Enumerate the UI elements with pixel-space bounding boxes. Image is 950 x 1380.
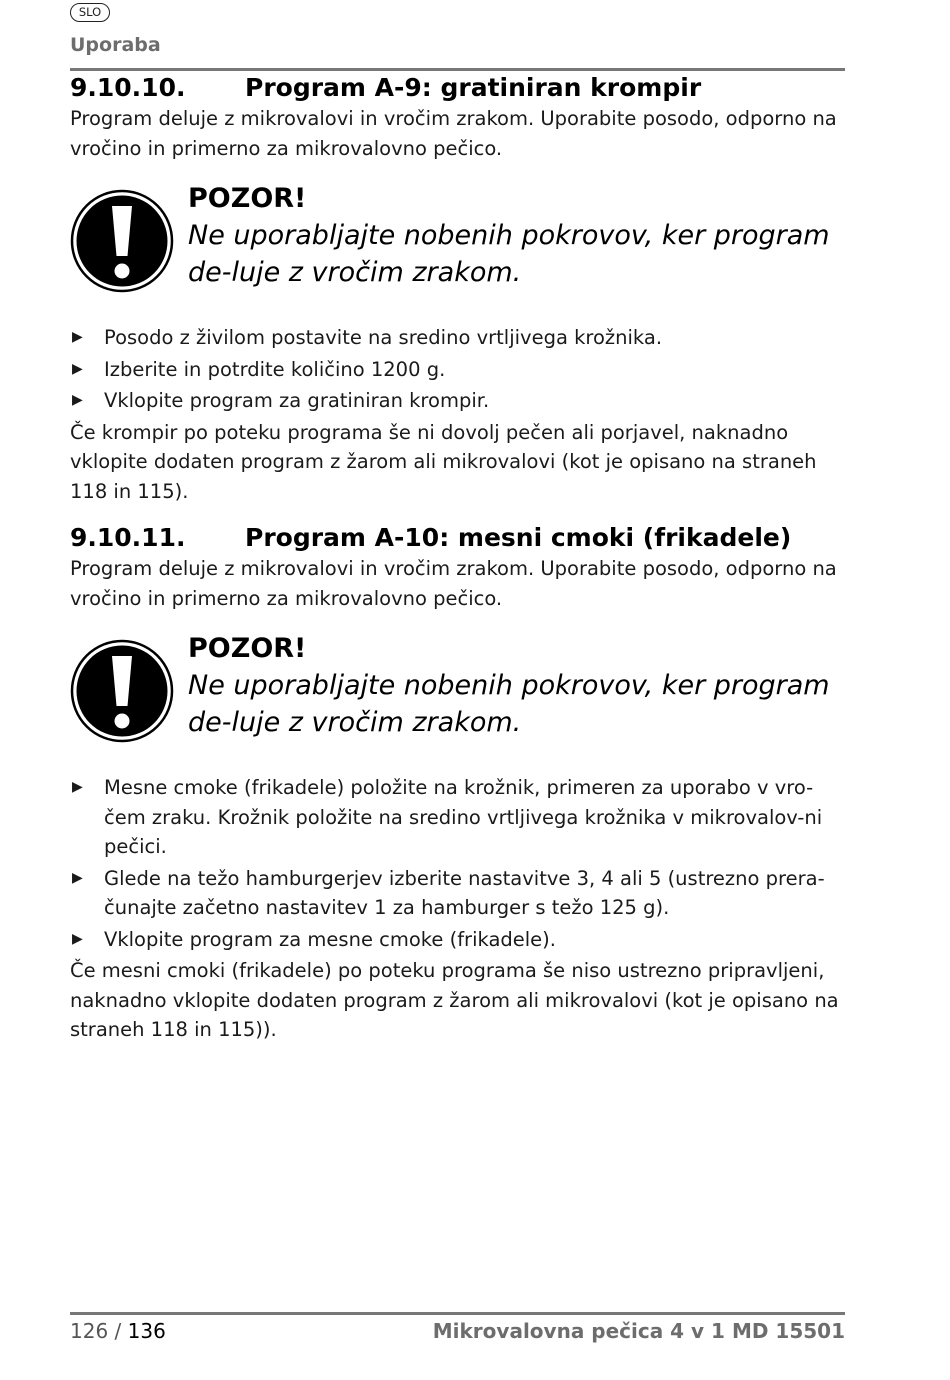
page-footer — [70, 1318, 845, 1344]
step-text: Vklopite program za mesne cmoke (frikadele). — [104, 927, 556, 951]
triangle-right-icon: ▶ — [72, 329, 83, 345]
list-item — [70, 925, 845, 955]
warning-title: POZOR! — [188, 633, 307, 664]
warning-title: POZOR! — [188, 183, 307, 214]
list-item — [70, 323, 845, 353]
section-note: Če mesni cmoki (frikadele) po poteku programa še niso ustrezno pripravljeni, naknadno vklopite dodaten program z žarom ali mikrovalovi (kot je opisano na straneh 118 in 115)). — [70, 959, 839, 1041]
page-total: 136 — [127, 1319, 166, 1343]
section-number: 9.10.10. — [70, 73, 186, 102]
list-item — [70, 864, 845, 923]
warning-text: Ne uporabljajte nobenih pokrovov, ker program de-luje z vročim zrakom. — [188, 220, 830, 288]
triangle-right-icon: ▶ — [72, 869, 83, 886]
triangle-right-icon: ▶ — [72, 930, 83, 947]
page-number — [70, 1318, 166, 1344]
warning-box — [70, 181, 845, 293]
triangle-right-icon: ▶ — [72, 779, 83, 795]
warning-text: Ne uporabljajte nobenih pokrovov, ker program de-luje z vročim zrakom. — [188, 670, 830, 738]
step-list — [70, 323, 845, 416]
section-heading-a9 — [70, 72, 845, 104]
page-current: 126 — [70, 1319, 109, 1343]
step-text: Izberite in potrdite količino 1200 g. — [104, 357, 446, 381]
section-note: Če krompir po poteku programa še ni dovolj pečen ali porjavel, naknadno vklopite dodaten program z žarom ali mikrovalovi (kot je opisano na straneh 118 in 115). — [70, 420, 817, 503]
section-title: Program A-10: mesni cmoki (frikadele) — [245, 523, 792, 552]
step-text: Glede na težo hamburgerjev izberite nastavitve 3, 4 ali 5 (ustrezno prera-čunajte začetno nastavitev 1 za hamburger s težo 125 g). — [104, 866, 825, 919]
section-label: Uporaba — [70, 34, 161, 56]
footer-divider — [70, 1312, 845, 1315]
section-heading-a10 — [70, 522, 845, 554]
language-badge: SLO — [70, 3, 110, 22]
triangle-right-icon: ▶ — [72, 392, 83, 408]
section-intro: Program deluje z mikrovalovi in vročim zrakom. Uporabite posodo, odporno na vročino in primerno za mikrovalovno pečico. — [70, 107, 837, 160]
manual-page — [70, 0, 845, 1380]
section-intro: Program deluje z mikrovalovi in vročim zrakom. Uporabite posodo, odporno na vročino in primerno za mikrovalovno pečico. — [70, 557, 837, 610]
list-item — [70, 773, 845, 862]
page-separator: / — [108, 1319, 128, 1343]
step-text: Posodo z živilom postavite na sredino vrtljivega krožnika. — [104, 326, 663, 349]
step-list — [70, 773, 845, 954]
section-title: Program A-9: gratiniran krompir — [245, 73, 702, 102]
exclamation-circle-icon — [70, 639, 174, 743]
triangle-right-icon: ▶ — [72, 360, 83, 377]
exclamation-circle-icon — [70, 189, 174, 293]
step-text: Vklopite program za gratiniran krompir. — [104, 389, 490, 412]
page-content — [70, 70, 845, 1045]
product-name: Mikrovalovna pečica 4 v 1 MD 15501 — [432, 1319, 845, 1343]
step-text: Mesne cmoke (frikadele) položite na krožnik, primeren za uporabo v vro-čem zraku. Krožnik položite na sredino vrtljivega krožnika v mikrovalov-ni pečici. — [104, 776, 823, 858]
list-item — [70, 355, 845, 385]
list-item — [70, 386, 845, 416]
section-number: 9.10.11. — [70, 523, 186, 552]
warning-box — [70, 631, 845, 743]
